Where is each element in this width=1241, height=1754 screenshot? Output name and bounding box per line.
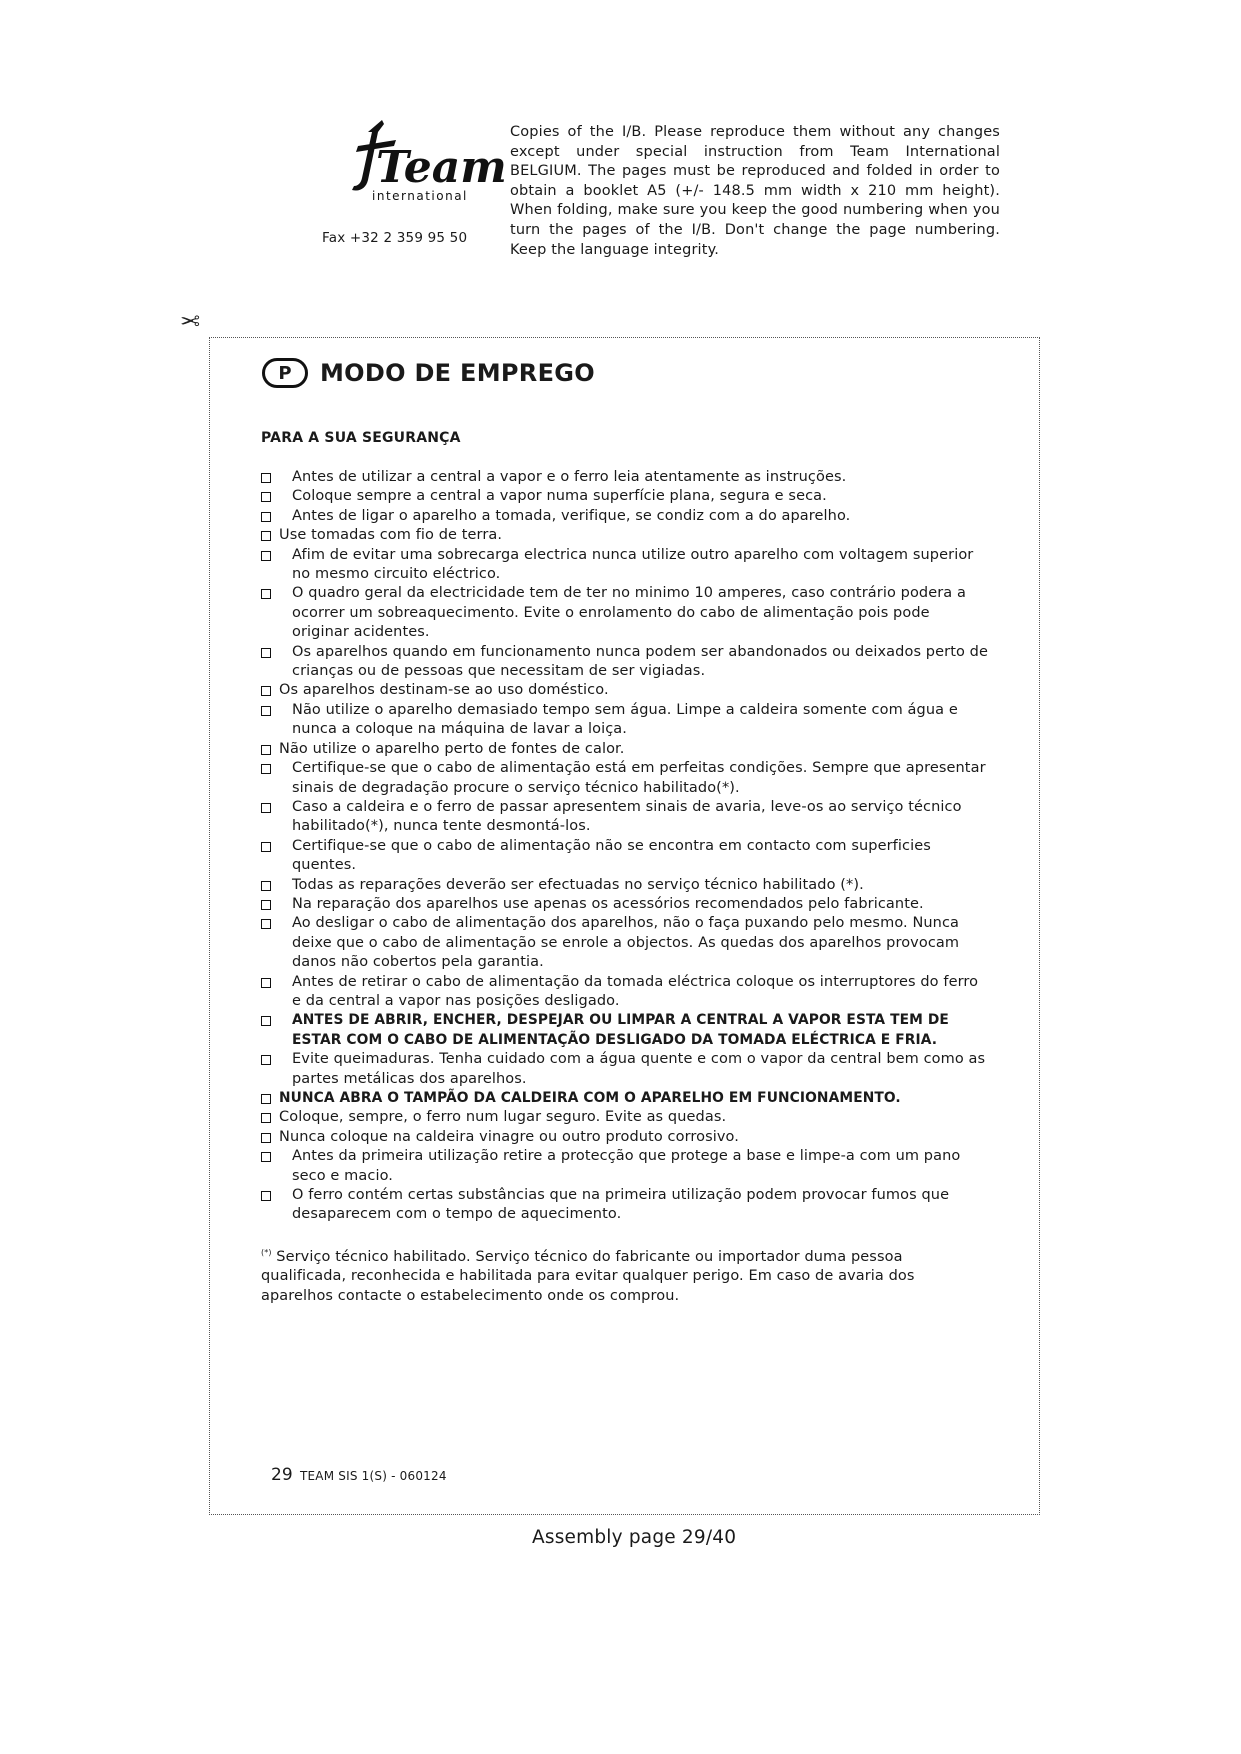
list-item: Todas as reparações deverão ser efectuadas no serviço técnico habilitado (*). xyxy=(261,876,991,895)
list-item: Não utilize o aparelho demasiado tempo sem água. Limpe a caldeira somente com água e nunca a coloque na máquina de lavar a loiça. xyxy=(261,701,991,740)
section-title: PARA A SUA SEGURANÇA xyxy=(261,430,461,446)
checkbox-bullet-icon xyxy=(261,745,271,755)
checkbox-bullet-icon xyxy=(261,589,271,599)
list-item: Antes de utilizar a central a vapor e o ferro leia atentamente as instruções. xyxy=(261,468,991,487)
footnote xyxy=(261,1243,973,1306)
logo-wordmark: Team xyxy=(376,142,507,193)
checkbox-bullet-icon xyxy=(261,978,271,988)
team-logo-icon xyxy=(330,118,507,218)
footnote-text: Serviço técnico habilitado. Serviço técnico do fabricante ou importador duma pessoa qualificada, reconhecida e habilitada para evitar qualquer perigo. Em caso de avaria dos aparelhos contacte o estabelecimento onde os comprou. xyxy=(261,1248,915,1304)
list-item: O quadro geral da electricidade tem de ter no minimo 10 amperes, caso contrário podera a ocorrer um sobreaquecimento. Evite o enrolamento do cabo de alimentação pois pode originar acidentes. xyxy=(261,584,991,642)
checkbox-bullet-icon xyxy=(261,881,271,891)
checkbox-bullet-icon xyxy=(261,764,271,774)
checkbox-bullet-icon xyxy=(261,1133,271,1143)
checkbox-bullet-icon xyxy=(261,1152,271,1162)
checkbox-bullet-icon xyxy=(261,531,271,541)
list-item: Certifique-se que o cabo de alimentação não se encontra em contacto com superficies quentes. xyxy=(261,837,991,876)
document-reference: TEAM SIS 1(S) - 060124 xyxy=(300,1469,447,1483)
checkbox-bullet-icon xyxy=(261,686,271,696)
checkbox-bullet-icon xyxy=(261,803,271,813)
list-item: Nunca coloque na caldeira vinagre ou outro produto corrosivo. xyxy=(261,1128,991,1147)
checkbox-bullet-icon xyxy=(261,1094,271,1104)
scissors-icon: ✂ xyxy=(180,306,201,334)
logo-subtext: international xyxy=(372,189,468,203)
list-item: Certifique-se que o cabo de alimentação está em perfeitas condições. Sempre que apresentar sinais de degradação procure o serviço técnico habilitado(*). xyxy=(261,759,991,798)
checkbox-bullet-icon xyxy=(261,551,271,561)
manual-title: MODO DE EMPREGO xyxy=(320,359,595,387)
list-item: Coloque, sempre, o ferro num lugar seguro. Evite as quedas. xyxy=(261,1108,991,1127)
page-number: 29 xyxy=(271,1465,293,1485)
list-item: ANTES DE ABRIR, ENCHER, DESPEJAR OU LIMPAR A CENTRAL A VAPOR ESTA TEM DE ESTAR COM O CABO DE ALIMENTAÇÃO DESLIGADO DA TOMADA ELÉCTRICA E FRIA. xyxy=(261,1011,991,1050)
list-item: Antes de ligar o aparelho a tomada, verifique, se condiz com a do aparelho. xyxy=(261,507,991,526)
checkbox-bullet-icon xyxy=(261,1055,271,1065)
safety-list xyxy=(261,468,991,1225)
manual-heading xyxy=(262,358,595,388)
checkbox-bullet-icon xyxy=(261,492,271,502)
list-item: Evite queimaduras. Tenha cuidado com a água quente e com o vapor da central bem como as partes metálicas dos aparelhos. xyxy=(261,1050,991,1089)
list-item: O ferro contém certas substâncias que na primeira utilização podem provocar fumos que desaparecem com o tempo de aquecimento. xyxy=(261,1186,991,1225)
checkbox-bullet-icon xyxy=(261,900,271,910)
checkbox-bullet-icon xyxy=(261,842,271,852)
assembly-page-label: Assembly page 29/40 xyxy=(532,1527,737,1548)
checkbox-bullet-icon xyxy=(261,706,271,716)
list-item: Coloque sempre a central a vapor numa superfície plana, segura e seca. xyxy=(261,487,991,506)
list-item: Não utilize o aparelho perto de fontes de calor. xyxy=(261,740,991,759)
list-item: Use tomadas com fio de terra. xyxy=(261,526,991,545)
list-item: Antes da primeira utilização retire a protecção que protege a base e limpe-a com um pano seco e macio. xyxy=(261,1147,991,1186)
checkbox-bullet-icon xyxy=(261,1016,271,1026)
list-item: Afim de evitar uma sobrecarga electrica nunca utilize outro aparelho com voltagem superior no mesmo circuito eléctrico. xyxy=(261,546,991,585)
fax-number: Fax +32 2 359 95 50 xyxy=(322,230,468,246)
list-item: Ao desligar o cabo de alimentação dos aparelhos, não o faça puxando pelo mesmo. Nunca deixe que o cabo de alimentação se enrole a objectos. As quedas dos aparelhos provocam danos não cobertos pela garantia. xyxy=(261,914,991,972)
checkbox-bullet-icon xyxy=(261,473,271,483)
checkbox-bullet-icon xyxy=(261,1113,271,1123)
list-item: NUNCA ABRA O TAMPÃO DA CALDEIRA COM O APARELHO EM FUNCIONAMENTO. xyxy=(261,1089,991,1108)
checkbox-bullet-icon xyxy=(261,919,271,929)
list-item: Os aparelhos quando em funcionamento nunca podem ser abandonados ou deixados perto de crianças ou de pessoas que necessitam de ser vigiadas. xyxy=(261,643,991,682)
language-badge: P xyxy=(262,358,308,388)
reproduction-notice: Copies of the I/B. Please reproduce them without any changes except under special instruction from Team International BELGIUM. The pages must be reproduced and folded in order to obtain a booklet A5 (+/- 148.5 mm width x 210 mm height). When folding, make sure you keep the good numbering when you turn the pages of the I/B. Don't change the page numbering. Keep the language integrity. xyxy=(510,124,1000,258)
list-item: Caso a caldeira e o ferro de passar apresentem sinais de avaria, leve-os ao serviço técnico habilitado(*), nunca tente desmontá-los. xyxy=(261,798,991,837)
checkbox-bullet-icon xyxy=(261,512,271,522)
footnote-mark: (*) xyxy=(261,1248,272,1257)
checkbox-bullet-icon xyxy=(261,1191,271,1201)
checkbox-bullet-icon xyxy=(261,648,271,658)
list-item: Antes de retirar o cabo de alimentação da tomada eléctrica coloque os interruptores do ferro e da central a vapor nas posições desligado. xyxy=(261,973,991,1012)
team-international-logo xyxy=(330,118,507,218)
list-item: Na reparação dos aparelhos use apenas os acessórios recomendados pelo fabricante. xyxy=(261,895,991,914)
list-item: Os aparelhos destinam-se ao uso doméstico. xyxy=(261,681,991,700)
